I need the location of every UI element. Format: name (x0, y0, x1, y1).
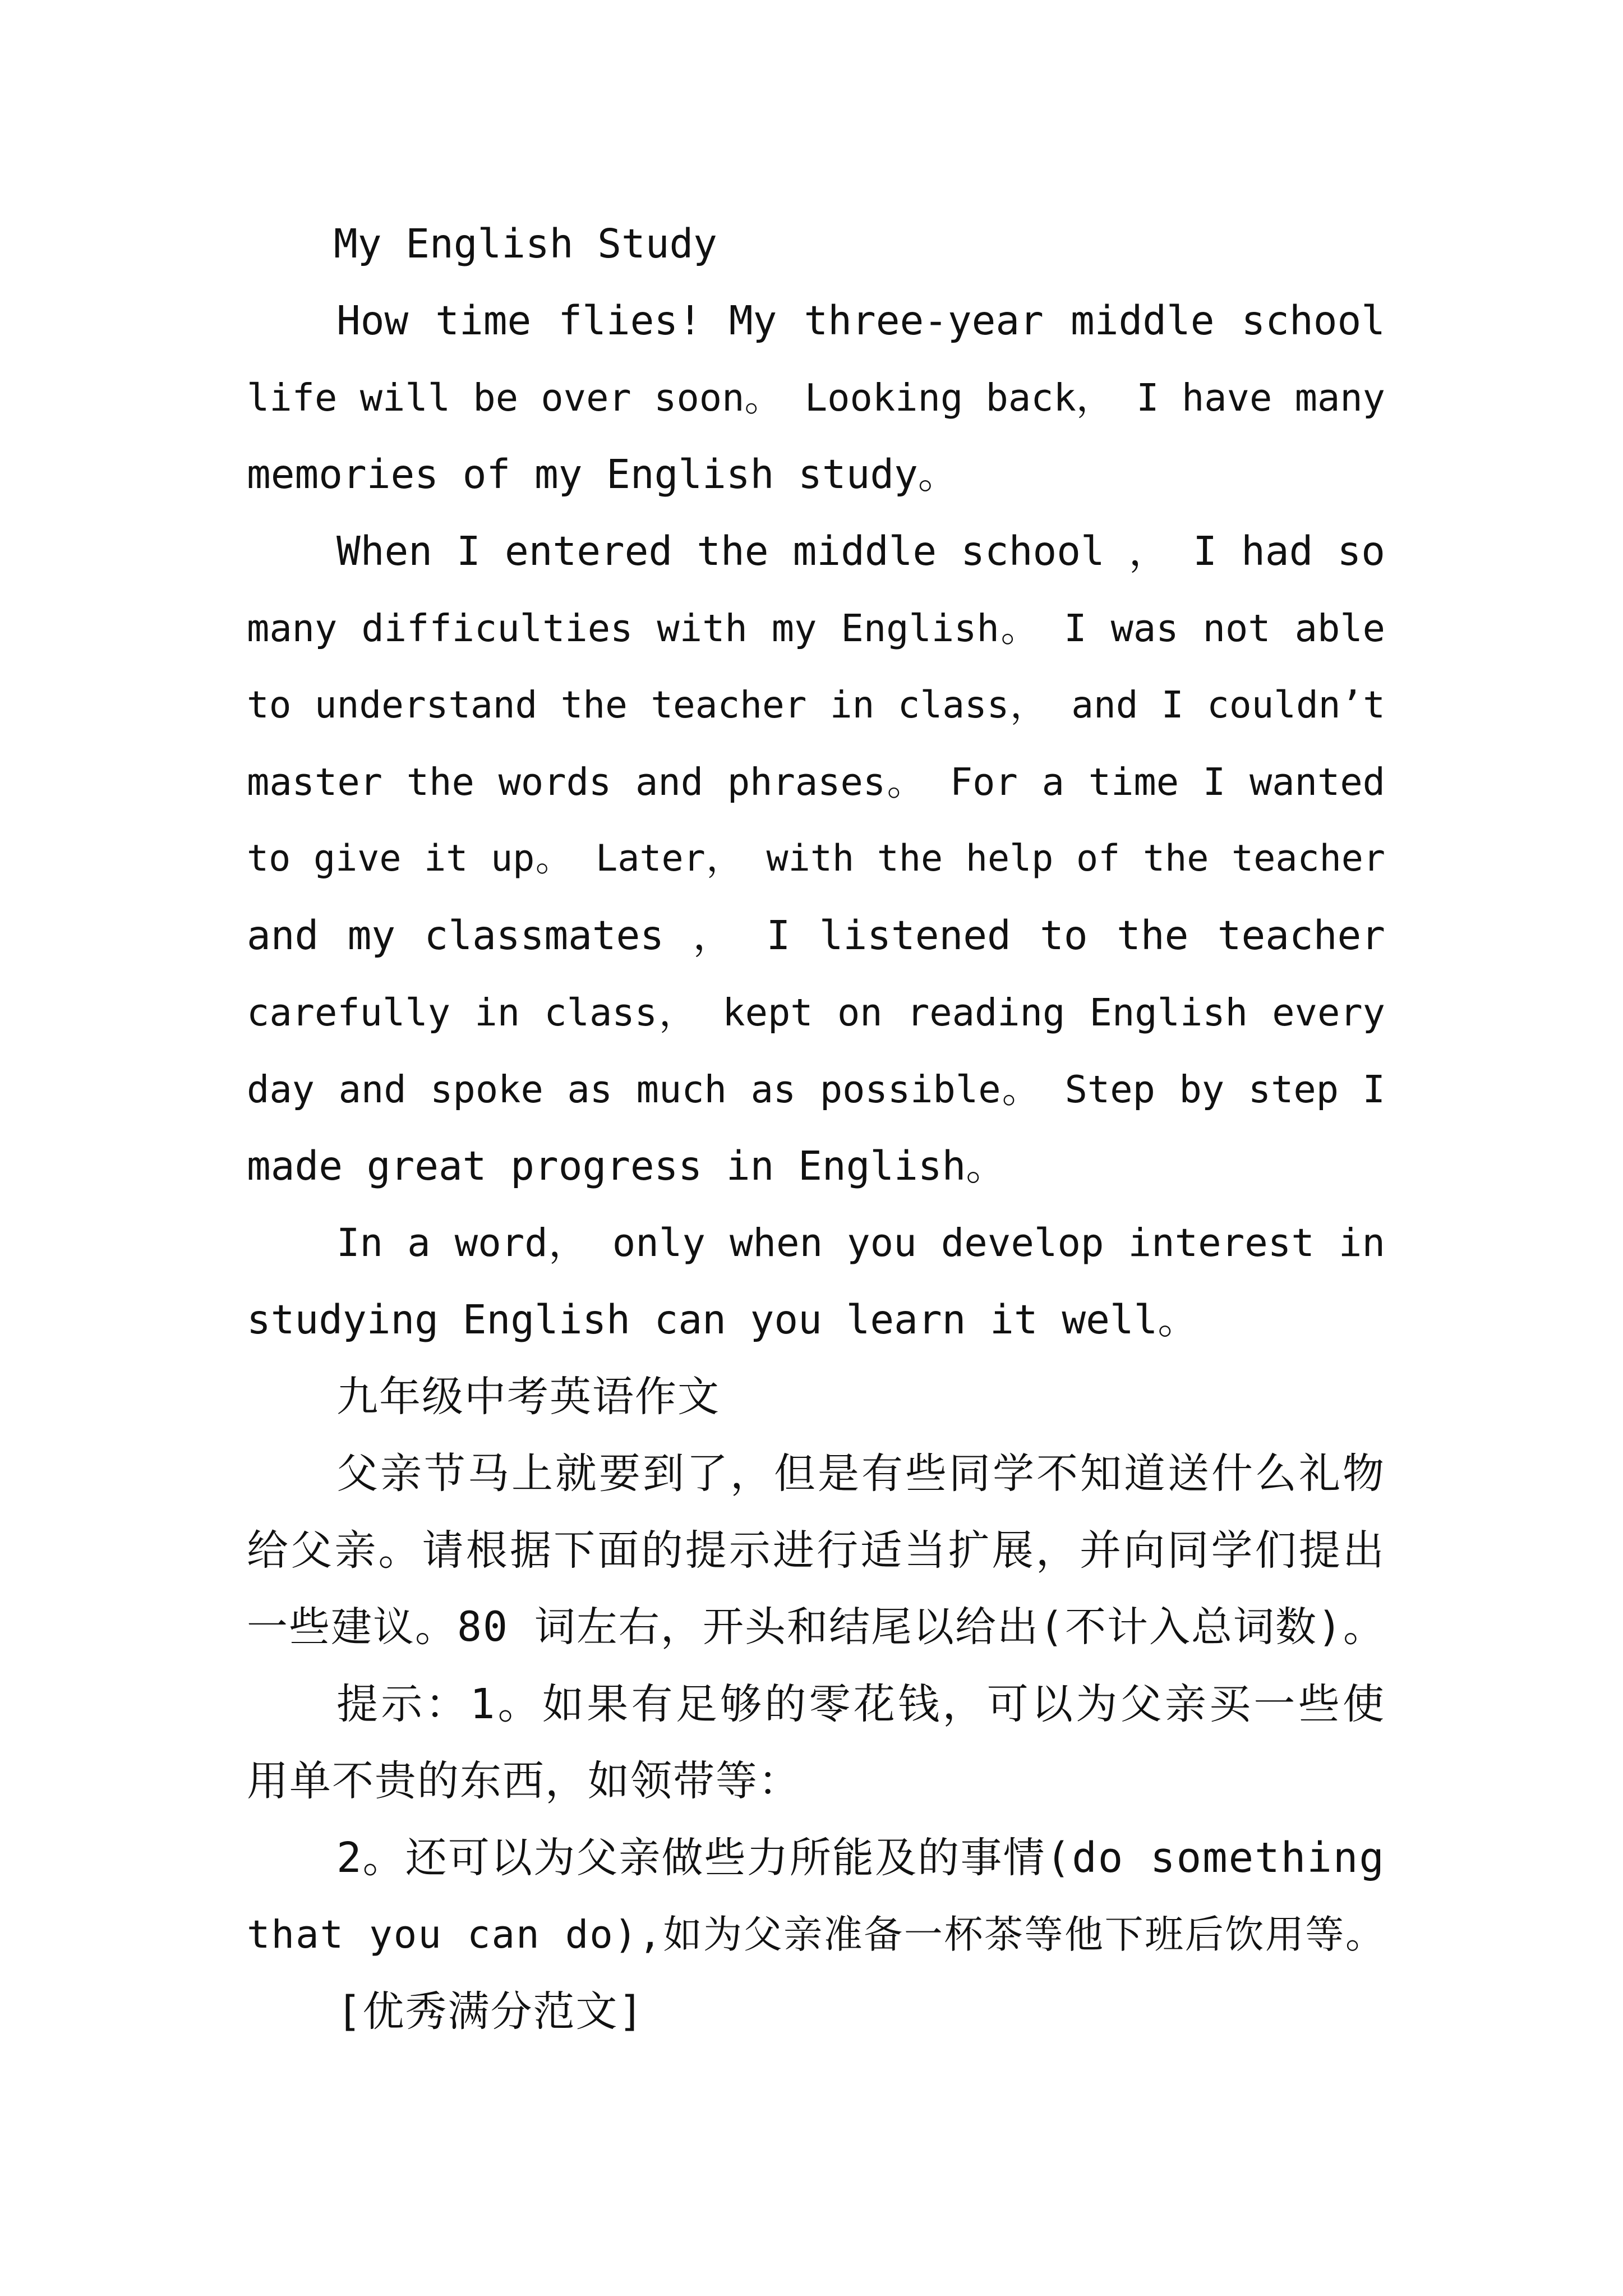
hint-line-1: 提示：1。如果有足够的零花钱，可以为父亲买一些使 (336, 1680, 1385, 1728)
task-paragraph-1-line-1: 父亲节马上就要到了，但是有些同学不知道送什么礼物 (336, 1450, 1385, 1498)
paragraph-2-line-2: many difficulties with my English。 I was not able (247, 606, 1385, 650)
paragraph-3-line-2: studying English can you learn it well。 (247, 1296, 1198, 1343)
paragraph-1-line-1: How time flies! My three-year middle school (336, 297, 1385, 344)
essay-title: My English Study (334, 220, 717, 267)
paragraph-2-line-3: to understand the teacher in class， and I couldn’t (247, 683, 1385, 726)
paragraph-3-line-1: In a word， only when you develop interest in (336, 1221, 1385, 1266)
task-paragraph-1-line-2: 给父亲。请根据下面的提示进行适当扩展，并向同学们提出 (247, 1526, 1385, 1575)
hint-2-line-2: that you can do),如为父亲准备一杯茶等他下班后饮用等。 (247, 1912, 1385, 1957)
paragraph-2-line-7: carefully in class， kept on reading English every (247, 991, 1385, 1034)
sample-essay-label: [优秀满分范文] (336, 1987, 645, 2036)
hint-line-2: 用单不贵的东西，如领带等： (247, 1757, 801, 1805)
paragraph-1-line-2: life will be over soon。 Looking back， I have many (247, 376, 1385, 420)
paragraph-2-line-1: When I entered the middle school ， I had so (336, 528, 1385, 574)
paragraph-2-line-8: day and spoke as much as possible。 Step by step I (247, 1068, 1385, 1111)
task-paragraph-1-line-3: 一些建议。80 词左右，开头和结尾以给出(不计入总词数)。 (247, 1603, 1385, 1651)
paragraph-2-line-9: made great progress in English。 (247, 1143, 1006, 1189)
hint-2-line-1: 2。还可以为父亲做些力所能及的事情(do something (336, 1834, 1385, 1882)
paragraph-2-line-6: and my classmates ， I listened to the teacher (247, 912, 1385, 959)
paragraph-2-line-5: to give it up。 Later， with the help of the teacher (247, 838, 1385, 880)
paragraph-1-line-3: memories of my English study。 (247, 451, 958, 498)
paragraph-2-line-4: master the words and phrases。 For a time I wanted (247, 760, 1385, 804)
section-heading: 九年级中考英语作文 (336, 1373, 720, 1421)
